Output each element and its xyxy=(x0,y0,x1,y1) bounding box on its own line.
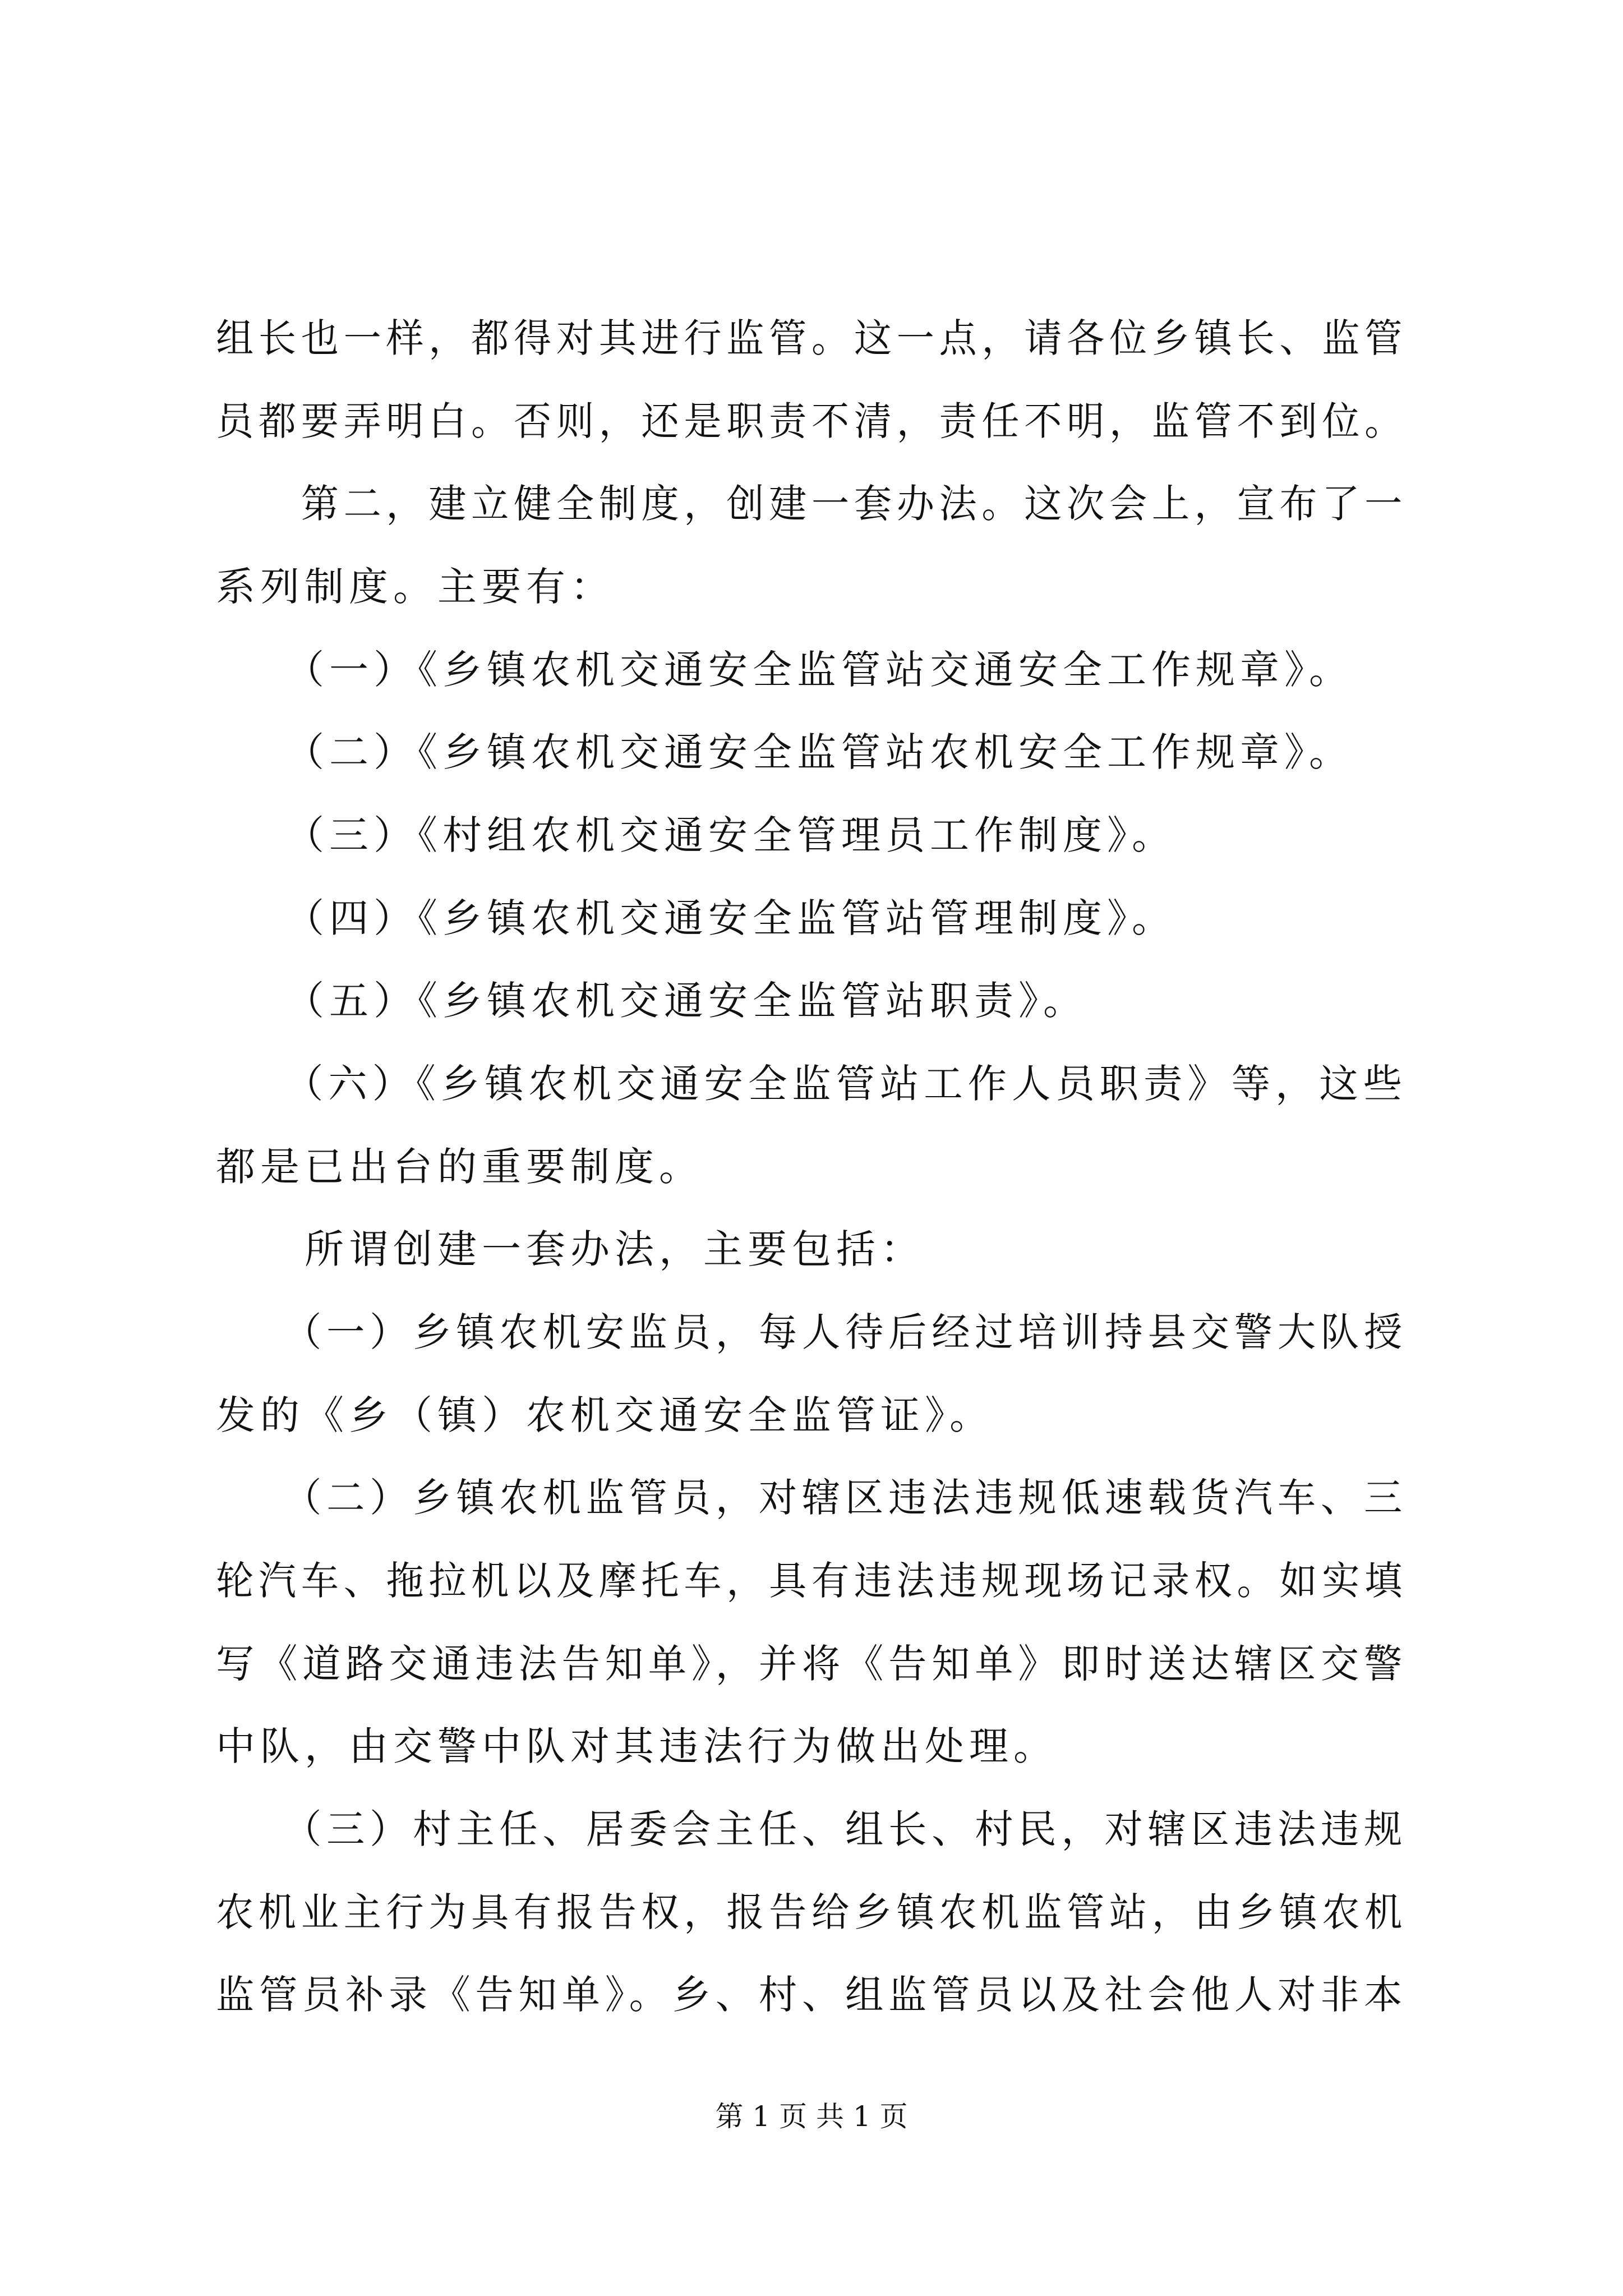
body-text-line: 员都要弄明白。否则，还是职责不清，责任不明，监管不到位。 xyxy=(216,398,1407,444)
body-text-line: 写《道路交通违法告知单》，并将《告知单》即时送达辖区交警 xyxy=(216,1641,1408,1687)
body-text-line: 组长也一样，都得对其进行监管。这一点，请各位乡镇长、监管 xyxy=(216,315,1407,361)
page-number-footer: 第 1 页 共 1 页 xyxy=(715,2100,908,2133)
body-text-line: 第二，建立健全制度，创建一套办法。这次会上，宣布了一 xyxy=(216,481,1407,527)
list-item: （三）《村组农机交通安全管理员工作制度》。 xyxy=(216,812,1176,858)
body-text-line: 所谓创建一套办法，主要包括： xyxy=(216,1226,925,1272)
list-item: （一）乡镇农机安监员，每人待后经过培训持县交警大队授 xyxy=(216,1309,1408,1355)
list-item: （二）乡镇农机监管员，对辖区违法违规低速载货汽车、三 xyxy=(216,1475,1408,1521)
list-item: （四）《乡镇农机交通安全监管站管理制度》。 xyxy=(216,895,1176,941)
list-item: （三）村主任、居委会主任、组长、村民，对辖区违法违规 xyxy=(216,1806,1408,1852)
list-item: （六）《乡镇农机交通安全监管站工作人员职责》等，这些 xyxy=(216,1061,1408,1107)
body-text-line: 都是已出台的重要制度。 xyxy=(216,1144,703,1190)
body-text-line: 农机业主行为具有报告权，报告给乡镇农机监管站，由乡镇农机 xyxy=(216,1889,1407,1935)
body-text-line: 系列制度。主要有： xyxy=(216,564,615,610)
body-text-line: 监管员补录《告知单》。乡、村、组监管员以及社会他人对非本 xyxy=(216,1972,1408,2018)
body-text-line: 发的《乡（镇）农机交通安全监管证》。 xyxy=(216,1392,994,1438)
body-text-line: 中队，由交警中队对其违法行为做出处理。 xyxy=(216,1723,1058,1769)
list-item: （五）《乡镇农机交通安全监管站职责》。 xyxy=(216,978,1087,1024)
list-item: （一）《乡镇农机交通安全监管站交通安全工作规章》。 xyxy=(216,647,1353,693)
list-item: （二）《乡镇农机交通安全监管站农机安全工作规章》。 xyxy=(216,729,1353,775)
body-text-line: 轮汽车、拖拉机以及摩托车，具有违法违规现场记录权。如实填 xyxy=(216,1558,1407,1604)
